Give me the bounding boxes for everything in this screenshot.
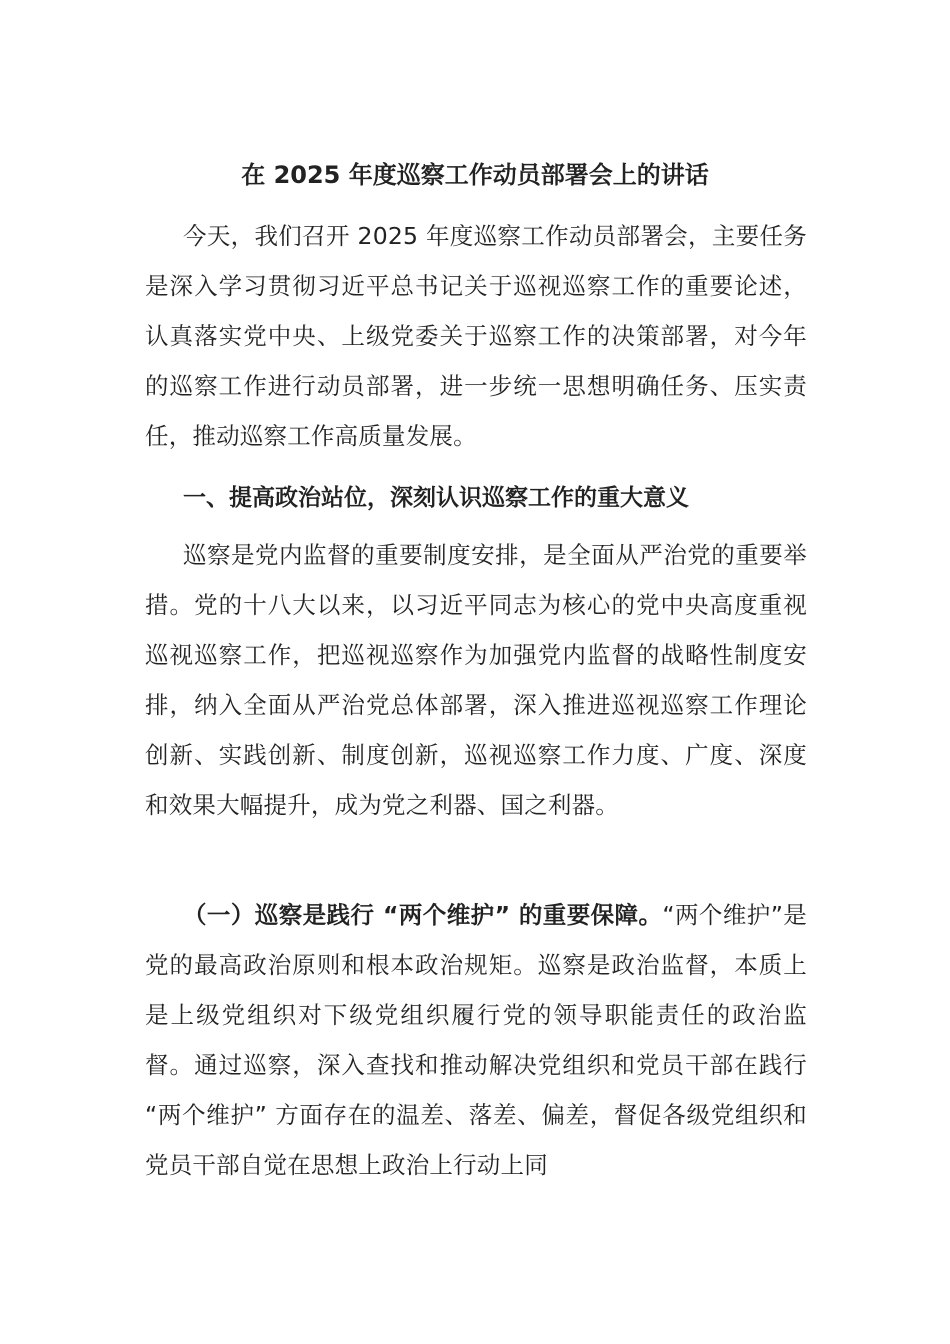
section-heading: 一、提高政治站位，深刻认识巡察工作的重大意义 bbox=[183, 485, 689, 511]
intro-paragraph: 今天，我们召开 2025 年度巡察工作动员部署会，主要任务是深入学习贯彻习近平总书记关于巡视巡察工作的重要论述，认真落实党中央、上级党委关于巡察工作的决策部署，对今年的巡察工作进行动员部署，进一步统一思想明确任务、压实责任，推动巡察工作高质量发展。 bbox=[145, 222, 807, 450]
document-title: 在 2025 年度巡察工作动员部署会上的讲话 bbox=[241, 161, 709, 189]
subsection-paragraph bbox=[145, 890, 807, 1190]
subsection-lead: （一）巡察是践行 “两个维护” 的重要保障。 bbox=[183, 901, 663, 929]
section-paragraph: 巡察是党内监督的重要制度安排，是全面从严治党的重要举措。党的十八大以来，以习近平同志为核心的党中央高度重视巡视巡察工作，把巡视巡察作为加强党内监督的战略性制度安排，纳入全面从严治党总体部署，深入推进巡视巡察工作理论创新、实践创新、制度创新，巡视巡察工作力度、广度、深度和效果大幅提升，成为党之利器、国之利器。 bbox=[145, 541, 807, 819]
subsection-body: “两个维护”是党的最高政治原则和根本政治规矩。巡察是政治监督，本质上是上级党组织对下级党组织履行党的领导职能责任的政治监督。通过巡察，深入查找和推动解决党组织和党员干部在践行 “两个维护” 方面存在的温差、落差、偏差，督促各级党组织和党员干部自觉在思想上政治上行动上同 bbox=[145, 901, 808, 1179]
